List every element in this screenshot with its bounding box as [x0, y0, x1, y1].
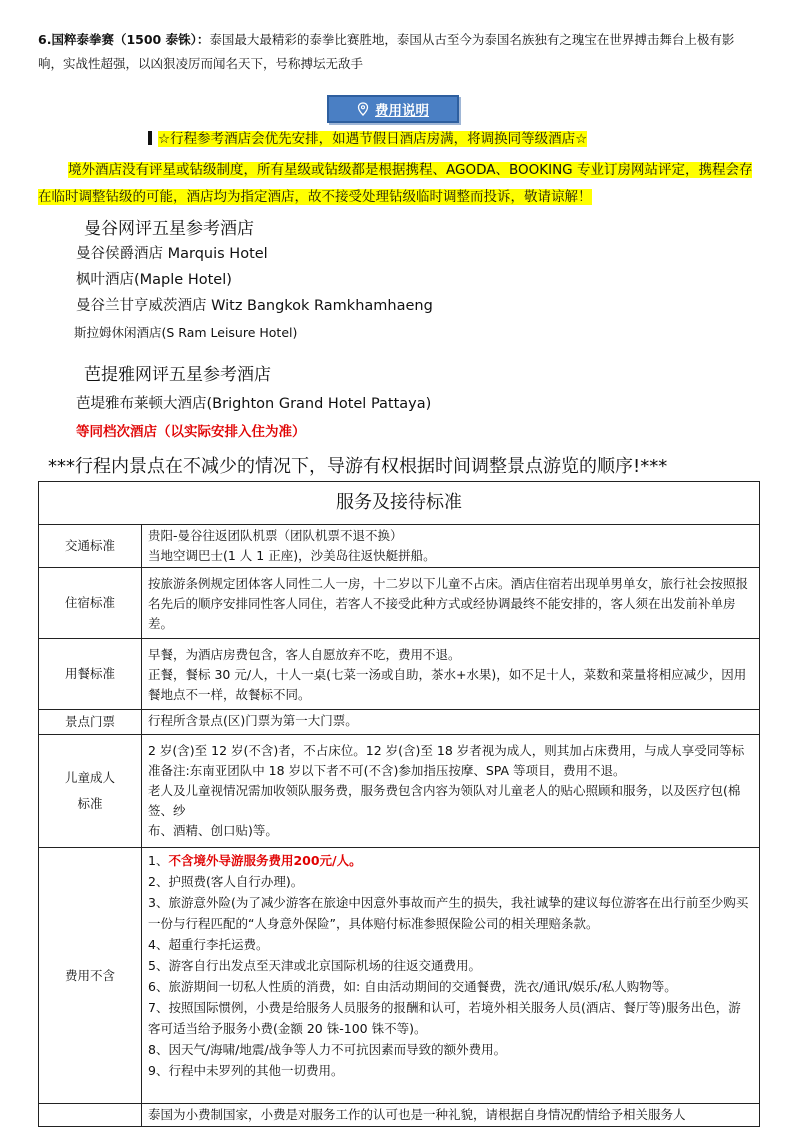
- exclusion-item: 8、因天气/海啸/地震/战争等人力不可抗因素而导致的额外费用。: [148, 1042, 507, 1057]
- fee-banner-label: 费用说明: [375, 103, 429, 119]
- row-content-tips: 泰国为小费制国家，小费是对服务工作的认可也是一种礼貌，请根据自身情况酌情给予相关服务人: [142, 1104, 760, 1127]
- hotel-priority-notice: [148, 128, 587, 150]
- exclusion-item: 1、不含境外导游服务费用200元/人。: [148, 853, 362, 868]
- map-pin-icon: [357, 102, 369, 116]
- row-label-children: 儿童成人 标准: [39, 735, 142, 848]
- table-row: [39, 848, 760, 1104]
- children-line: 2 岁(含)至 12 岁(不含)者，不占床位。12 岁(含)至 18 岁者视为成人，则其加占床费用，与成人享受同等标准备注:东南亚团队中 18 岁以下者不可(不含)参加指压按摩、SPA 等项目，费用不退。: [148, 743, 745, 778]
- bangkok-hotel-2: 枫叶酒店(Maple Hotel): [76, 272, 232, 288]
- pattaya-hotels-heading: 芭提雅网评五星参考酒店: [84, 365, 271, 385]
- exclusion-item: 6、旅游期间一切私人性质的消费，如: 自由活动期间的交通餐费，洗衣/通讯/娱乐/私人购物等。: [148, 979, 677, 994]
- row-label-exclusions: 费用不含: [39, 848, 142, 1104]
- exclusion-item: 2、护照费(客人自行办理)。: [148, 874, 304, 889]
- row-content-children: [142, 735, 760, 848]
- table-row: [39, 639, 760, 710]
- meals-line: 早餐，为酒店房费包含，客人自愿放弃不吃，费用不退。: [148, 647, 461, 662]
- service-standards-table: [38, 481, 760, 1127]
- intro-text: 泰国最大最精彩的泰拳比赛胜地，泰国从古至今为泰国名族独有之瑰宝在世界搏击舞台上极有影响，实战性超强，以凶狠凌厉而闻名天下，号称搏坛无敌手: [38, 32, 735, 71]
- row-label-transport: 交通标准: [39, 525, 142, 568]
- children-line: 布、酒精、创口贴)等。: [148, 823, 278, 838]
- row-content-transport: [142, 525, 760, 568]
- meals-line: 正餐，餐标 30 元/人，十人一桌(七菜一汤或自助，茶水+水果)，如不足十人，菜数和菜量将相应减少，因用餐地点不一样，故餐标不同。: [148, 667, 747, 702]
- pattaya-hotel-1: 芭堤雅布莱顿大酒店(Brighton Grand Hotel Pattaya): [76, 396, 432, 412]
- bangkok-hotel-1: 曼谷侯爵酒店 Marquis Hotel: [76, 246, 268, 262]
- table-title: 服务及接待标准: [39, 482, 760, 525]
- accommodation-line: 按旅游条例规定团体客人同性二人一房，十二岁以下儿童不占床。酒店住宿若出现单男单女，旅行社会按照报名先后的顺序安排同性客人同住，若客人不接受此种方式或经协调最终不能安排的，客人须在出发前补单房差。: [148, 576, 749, 631]
- children-line: 老人及儿童视情况需加收领队服务费，服务费包含内容为领队对儿童老人的贴心照顾和服务，以及医疗包(棉签、纱: [148, 783, 741, 818]
- notice-bar: [148, 131, 152, 145]
- exclusion-item: 4、超重行李托运费。: [148, 937, 269, 952]
- hotel-rating-text: 境外酒店没有评星或钻级制度，所有星级或钻级都是根据携程、AGODA、BOOKING 专业订房网站评定，携程会存在临时调整钻级的可能，酒店均为指定酒店，故不接受处理钻级临时调整而投诉，敬请谅解！: [38, 162, 753, 205]
- intro-paragraph: [38, 28, 758, 76]
- exclusion-item: 9、行程中未罗列的其他一切费用。: [148, 1063, 344, 1078]
- row-content-meals: [142, 639, 760, 710]
- table-row: [39, 525, 760, 568]
- exclusion-item: 3、旅游意外险(为了减少游客在旅途中因意外事故而产生的损失，我社诚挚的建议每位游客在出行前至少购买一份与行程匹配的“人身意外保险”，具体赔付标准参照保险公司的相关理赔条款。: [148, 895, 749, 931]
- table-row: [39, 735, 760, 848]
- transport-line: 当地空调巴士(1 人 1 正座)，沙美岛往返快艇拼船。: [148, 548, 436, 563]
- row-content-exclusions: [142, 848, 760, 1104]
- row-label-tips: [39, 1104, 142, 1127]
- table-row: [39, 568, 760, 639]
- row-label-meals: 用餐标准: [39, 639, 142, 710]
- itinerary-order-note: ***行程内景点在不减少的情况下，导游有权根据时间调整景点游览的顺序!***: [48, 456, 668, 477]
- tickets-line: 行程所含景点(区)门票为第一大门票。: [148, 713, 358, 728]
- exclusion-item: 7、按照国际惯例，小费是给服务人员服务的报酬和认可，若境外相关服务人员(酒店、餐厅等)服务出色，游客可适当给予服务小费(金额 20 铢-100 铢不等)。: [148, 1000, 741, 1036]
- row-label-tickets: 景点门票: [39, 710, 142, 735]
- table-row: [39, 710, 760, 735]
- table-row: [39, 1104, 760, 1127]
- hotel-priority-text: ☆行程参考酒店会优先安排，如遇节假日酒店房满，将调换同等级酒店☆: [158, 131, 588, 147]
- bangkok-hotel-4: 斯拉姆休闲酒店(S Ram Leisure Hotel): [74, 325, 298, 340]
- row-content-tickets: [142, 710, 760, 735]
- exclusion-item: 5、游客自行出发点至天津或北京国际机场的往返交通费用。: [148, 958, 481, 973]
- row-label-accommodation: 住宿标准: [39, 568, 142, 639]
- bangkok-hotels-heading: 曼谷网评五星参考酒店: [84, 219, 254, 239]
- fee-section-banner: [327, 95, 459, 123]
- bangkok-hotel-3: 曼谷兰甘亨威茨酒店 Witz Bangkok Ramkhamhaeng: [76, 298, 433, 314]
- hotel-rating-notice: [38, 157, 758, 211]
- transport-line: 贵阳-曼谷往返团队机票（团队机票不退不换）: [148, 528, 403, 543]
- row-content-accommodation: [142, 568, 760, 639]
- intro-title: 6.国粹泰拳赛（1500 泰铢）：: [38, 32, 210, 47]
- equivalent-hotel-note: 等同档次酒店（以实际安排入住为准）: [76, 424, 306, 440]
